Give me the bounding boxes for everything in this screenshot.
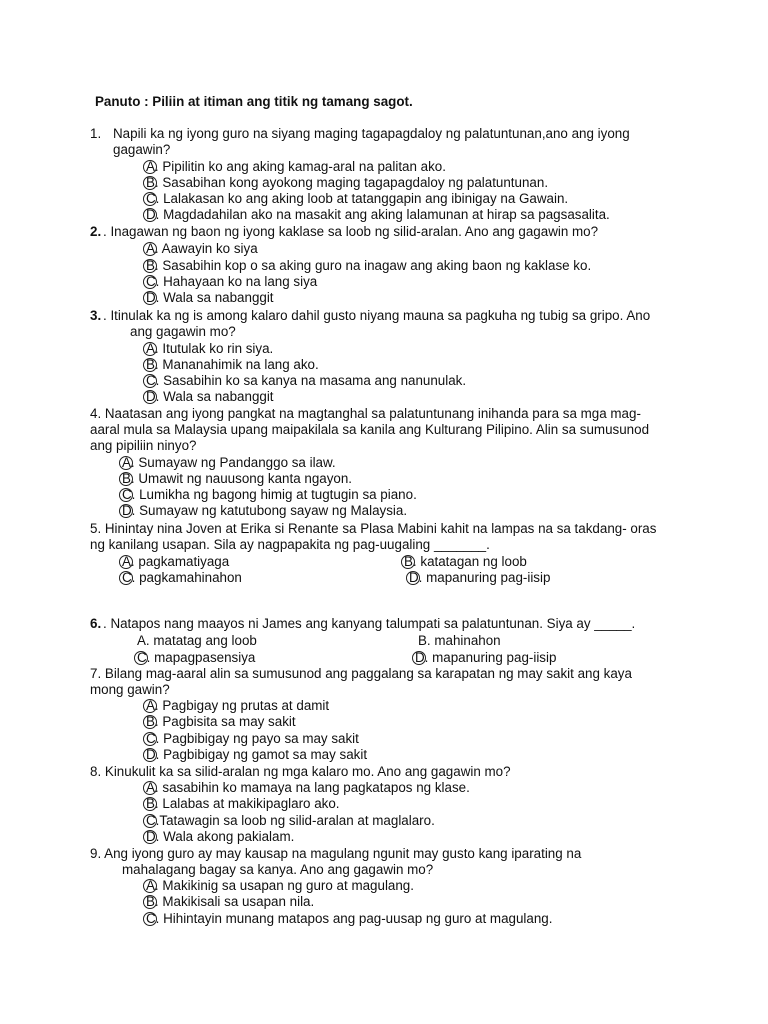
question-9-choice-b[interactable]: B. Makikisali sa usapan nila. [146,894,315,909]
question-5-choice-c[interactable]: C. pagkamahinahon [122,570,242,585]
question-9-choice-c[interactable]: C. Hihintayin munang matapos ang pag-uusap ng guro at magulang. [146,911,553,926]
question-1-choice-c[interactable]: C. Lalakasan ko ang aking loob at tatanggapin ang ibinigay na Gawain. [146,191,569,206]
answer-bubble[interactable] [143,830,157,844]
question-7-stem: 7. Bilang mag-aaral alin sa sumusunod ang paggalang sa karapatan ng may sakit ang kaya [90,666,632,681]
answer-bubble[interactable] [143,242,157,256]
question-1-choice-a[interactable]: A. Pipilitin ko ang aking kamag-aral na palitan ako. [146,159,446,174]
question-4-stem: ang pipiliin ninyo? [90,438,197,453]
answer-bubble[interactable] [143,291,157,305]
question-7-choice-d[interactable]: D. Pagbibigay ng gamot sa may sakit [146,747,368,762]
question-3-stem: ang gagawin mo? [130,324,236,339]
question-2-choice-d[interactable]: D. Wala sa nabanggit [146,290,274,305]
question-6-choice-c[interactable]: C. mapagpasensiya [137,650,256,665]
question-6-choice-d[interactable]: D. mapanuring pag-iisip [415,650,557,665]
question-2-number: 2. [90,224,102,239]
question-9-stem: mahalagang bagay sa kanya. Ano ang gagawin mo? [122,862,434,877]
question-1-number: 1. [90,126,102,141]
answer-bubble[interactable] [119,571,133,585]
question-1-stem: Napili ka ng iyong guro na siyang maging tagapagdaloy ng palatuntunan,ano ang iyong [113,126,630,141]
question-7-choice-a[interactable]: A. Pagbigay ng prutas at damit [146,698,330,713]
question-8-choice-c[interactable]: C.Tatawagin sa loob ng silid-aralan at maglalaro. [146,813,435,828]
question-4-stem: aaral mula sa Malaysia upang maipakilala sa kanila ang Kulturang Pilipino. Alin sa sumusunod [90,422,650,437]
answer-bubble[interactable] [143,895,157,909]
question-7-choice-c[interactable]: C. Pagbibigay ng payo sa may sakit [146,731,359,746]
question-3-choice-a[interactable]: A. Itutulak ko rin siya. [146,341,274,356]
question-2-choice-a[interactable]: A. Aawayin ko siya [146,241,258,256]
question-2-choice-b[interactable]: B. Sasabihin kop o sa aking guro na inagaw ang aking baon ng kaklase ko. [146,258,592,273]
question-4-choice-a[interactable]: A. Sumayaw ng Pandanggo sa ilaw. [122,455,336,470]
answer-bubble[interactable] [143,732,157,746]
answer-bubble[interactable] [143,342,157,356]
question-4-choice-b[interactable]: B. Umawit ng nauusong kanta ngayon. [122,471,353,486]
question-8-choice-b[interactable]: B. Lalabas at makikipaglaro ako. [146,796,340,811]
question-8-stem: 8. Kinukulit ka sa silid-aralan ng mga kalaro mo. Ano ang gagawin mo? [90,764,511,779]
question-3-number: 3. [90,308,102,323]
answer-bubble[interactable] [119,488,133,502]
answer-bubble[interactable] [143,390,157,404]
question-8-choice-a[interactable]: A. sasabihin ko mamaya na lang pagkatapos ng klase. [146,780,470,795]
answer-bubble[interactable] [143,781,157,795]
question-5-choice-d[interactable]: D. mapanuring pag-iisip [409,570,551,585]
answer-bubble[interactable] [143,715,157,729]
question-2-stem: . Inagawan ng baon ng iyong kaklase sa loob ng silid-aralan. Ano ang gagawin mo? [103,224,599,239]
answer-bubble[interactable] [119,456,133,470]
question-9-choice-a[interactable]: A. Makikinig sa usapan ng guro at magulang. [146,878,414,893]
question-4-stem: 4. Naatasan ang iyong pangkat na magtanghal sa palatuntunang inihanda para sa mga mag- [90,406,641,421]
question-4-choice-c[interactable]: C. Lumikha ng bagong himig at tugtugin sa piano. [122,487,417,502]
answer-bubble[interactable] [143,748,157,762]
answer-bubble[interactable] [143,208,157,222]
question-1-stem: gagawin? [113,142,171,157]
answer-bubble[interactable] [401,555,415,569]
question-1-choice-d[interactable]: D. Magdadahilan ako na masakit ang aking lalamunan at hirap sa pagsasalita. [146,207,610,222]
question-5-stem: 5. Hinintay nina Joven at Erika si Renante sa Plasa Mabini kahit na lampas na sa takdang- oras [90,521,657,536]
question-5-stem: ng kanilang usapan. Sila ay nagpapakita ng pag-uugaling _______. [90,537,490,552]
question-7-stem: mong gawin? [90,682,170,697]
instructions-title: Panuto : Piliin at itiman ang titik ng tamang sagot. [95,94,413,109]
answer-bubble[interactable] [412,651,426,665]
question-1-choice-b[interactable]: B. Sasabihan kong ayokong maging tagapagdaloy ng palatuntunan. [146,175,549,190]
answer-bubble[interactable] [143,176,157,190]
answer-bubble[interactable] [143,358,157,372]
answer-bubble[interactable] [143,814,157,828]
answer-bubble[interactable] [143,912,157,926]
question-5-choice-b[interactable]: B. katatagan ng loob [404,554,527,569]
answer-bubble[interactable] [143,259,157,273]
question-9-stem: 9. Ang iyong guro ay may kausap na magulang ngunit may gusto kang iparating na [90,846,582,861]
question-6-stem: . Natapos nang maayos ni James ang kanyang talumpati sa palatuntunan. Siya ay _____. [103,616,636,631]
answer-bubble[interactable] [143,275,157,289]
answer-bubble[interactable] [143,374,157,388]
answer-bubble[interactable] [134,651,148,665]
question-4-choice-d[interactable]: D. Sumayaw ng katutubong sayaw ng Malaysia. [122,503,408,518]
question-2-choice-c[interactable]: C. Hahayaan ko na lang siya [146,274,318,289]
answer-bubble[interactable] [143,160,157,174]
answer-bubble[interactable] [143,699,157,713]
question-7-choice-b[interactable]: B. Pagbisita sa may sakit [146,714,296,729]
answer-bubble[interactable] [119,472,133,486]
answer-bubble[interactable] [119,555,133,569]
question-6-choice-b[interactable]: B. mahinahon [418,633,501,648]
question-3-choice-b[interactable]: B. Mananahimik na lang ako. [146,357,319,372]
answer-bubble[interactable] [143,192,157,206]
question-6-choice-a[interactable]: A. matatag ang loob [137,633,257,648]
question-5-choice-a[interactable]: A. pagkamatiyaga [122,554,230,569]
question-3-stem: . Itinulak ka ng is among kalaro dahil gusto niyang mauna sa pagkuha ng tubig sa gripo. Ano [103,308,651,323]
question-3-choice-d[interactable]: D. Wala sa nabanggit [146,389,274,404]
answer-bubble[interactable] [406,571,420,585]
answer-bubble[interactable] [143,797,157,811]
answer-bubble[interactable] [119,504,133,518]
question-3-choice-c[interactable]: C. Sasabihin ko sa kanya na masama ang nanunulak. [146,373,467,388]
question-6-number: 6. [90,616,102,631]
answer-bubble[interactable] [143,879,157,893]
question-8-choice-d[interactable]: D. Wala akong pakialam. [146,829,295,844]
